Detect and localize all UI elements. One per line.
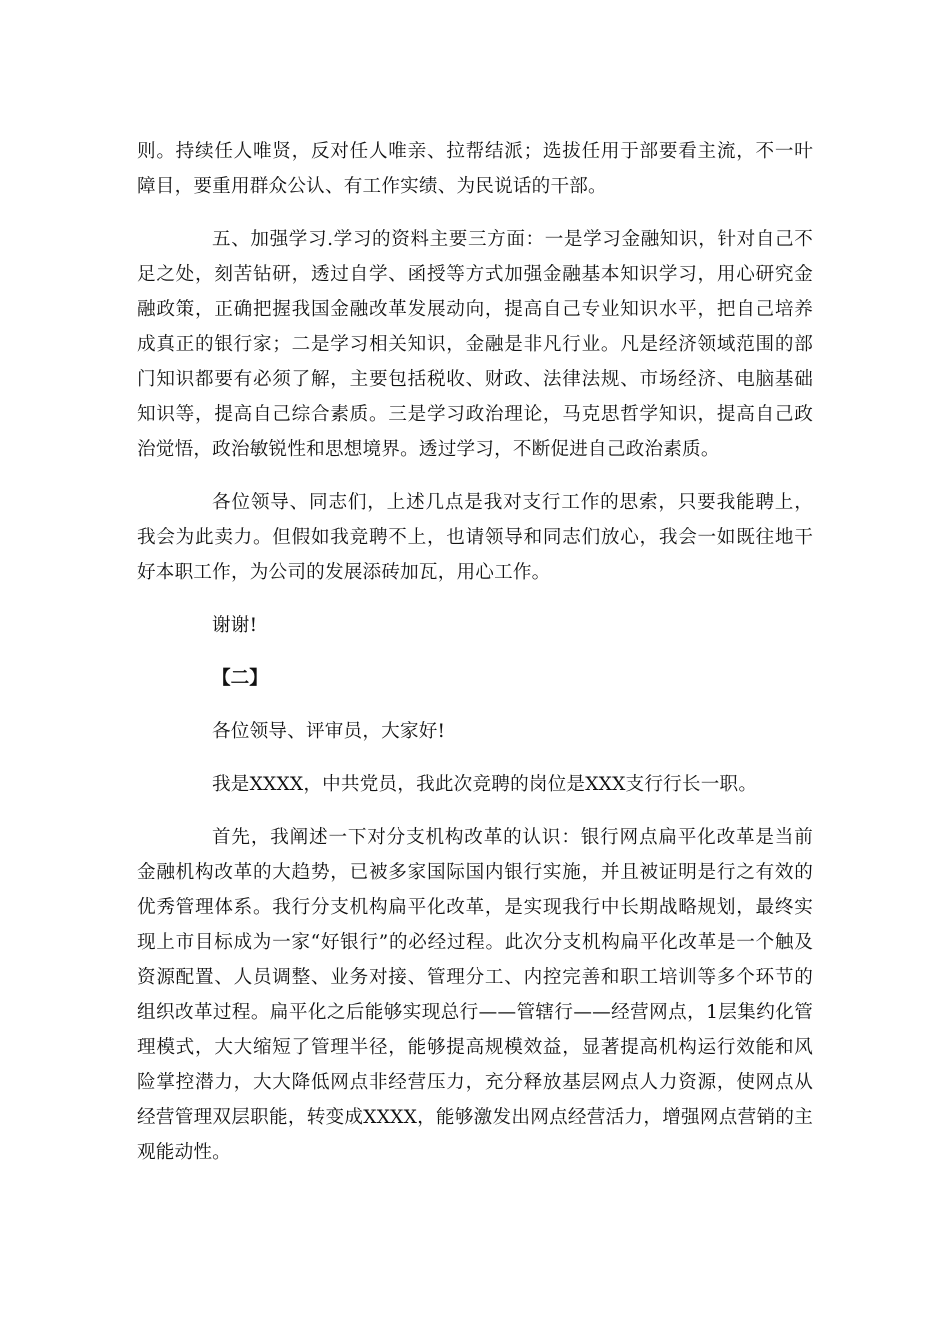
paragraph-greeting: 各位领导、评审员，大家好! [212, 721, 446, 742]
paragraph-thanks: 谢谢! [212, 615, 258, 636]
paragraph-intro: 我是XXXX，中共党员，我此次竞聘的岗位是XXX支行行长一职。 [212, 774, 758, 795]
paragraph-closing: 各位领导、同志们，上述几点是我对支行工作的思索，只要我能聘上，我会为此卖力。但假如我竞聘不上，也请领导和同志们放心，我会一如既往地干好本职工作，为公司的发展添砖加瓦，用心工作。 [137, 492, 813, 583]
section-heading: 【二】 [212, 668, 268, 689]
document-page [137, 134, 813, 1170]
paragraph-reform: 首先，我阐述一下对分支机构改革的认识：银行网点扁平化改革是当前金融机构改革的大趋势，已被多家国际国内银行实施，并且被证明是行之有效的优秀管理体系。我行分支机构扁平化改革，是实现我行中长期战略规划，最终实现上市目标成为一家“好银行”的必经过程。此次分支机构扁平化改革是一个触及资源配置、人员调整、业务对接、管理分工、内控完善和职工培训等多个环节的组织改革过程。扁平化之后能够实现总行——管辖行——经营网点，1层集约化管理模式，大大缩短了管理半径，能够提高规模效益，显著提高机构运行效能和风险掌控潜力，大大降低网点非经营压力，充分释放基层网点人力资源，使网点从经营管理双层职能，转变成XXXX，能够激发出网点经营活力，增强网点营销的主观能动性。 [137, 827, 813, 1163]
paragraph-study: 五、加强学习.学习的资料主要三方面：一是学习金融知识，针对自己不足之处，刻苦钻研，透过自学、函授等方式加强金融基本知识学习，用心研究金融政策，正确把握我国金融改革发展动向，提高自己专业知识水平，把自己培养成真正的银行家；二是学习相关知识，金融是非凡行业。凡是经济领域范围的部门知识都要有必须了解，主要包括税收、财政、法律法规、市场经济、电脑基础知识等，提高自己综合素质。三是学习政治理论，马克思哲学知识，提高自己政治觉悟，政治敏锐性和思想境界。透过学习，不断促进自己政治素质。 [137, 229, 813, 460]
paragraph-continuation: 则。持续任人唯贤，反对任人唯亲、拉帮结派；选拔任用于部要看主流，不一叶障目，要重用群众公认、有工作实绩、为民说话的干部。 [137, 141, 813, 197]
